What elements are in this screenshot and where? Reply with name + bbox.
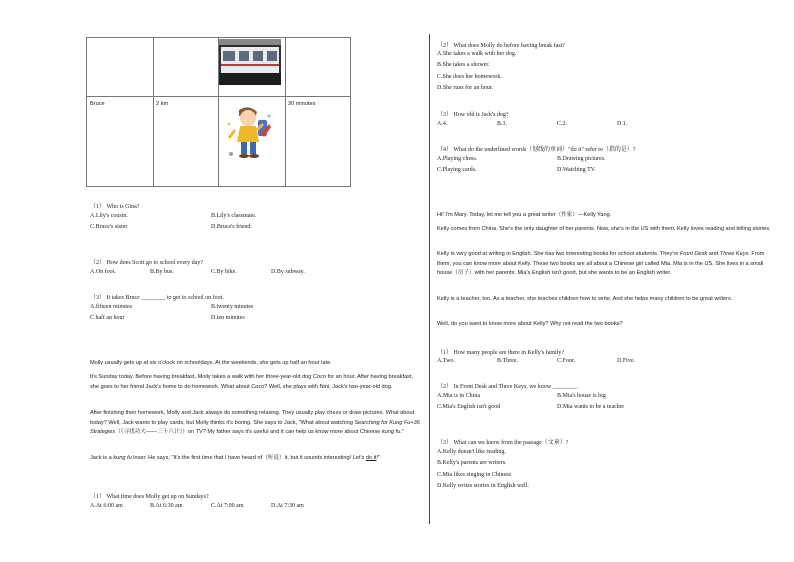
option-a: A.At 6:00 am bbox=[90, 503, 123, 509]
option-a: A.fifteen minutes bbox=[90, 304, 132, 310]
passage-text: !" bbox=[376, 455, 381, 461]
boy-illustration bbox=[221, 104, 277, 164]
option-a: A.Playing chess. bbox=[437, 156, 478, 162]
option-d: D.1. bbox=[617, 121, 628, 127]
column-divider bbox=[429, 34, 430, 524]
option-d: D.By subway. bbox=[271, 269, 305, 275]
option-d: D.She runs for an hour. bbox=[437, 85, 493, 91]
passage-text: ." bbox=[400, 429, 404, 435]
question-stem: （1） Who is Gina? bbox=[90, 204, 140, 210]
subway-train-image bbox=[219, 39, 281, 85]
passage-paragraph: Hi! I'm Mary. Today, let me tell you a great writer（作家）—Kelly Yang. bbox=[437, 212, 612, 218]
option-d: D.Mia wants to be a teacher bbox=[557, 404, 625, 410]
table-cell-time: 30 minutes bbox=[288, 101, 316, 107]
passage-text: Kelly is very good at writing in English. She has two interesting books for school students. They're bbox=[437, 251, 680, 257]
table-cell-name: Bruce bbox=[90, 101, 105, 107]
question-stem: （3） What can we know from the passage（文章）? bbox=[437, 440, 569, 446]
option-d: D.ten minutes bbox=[211, 315, 245, 321]
passage-paragraph bbox=[90, 409, 420, 438]
option-b: B.twenty minutes bbox=[211, 304, 254, 310]
option-b: B.By bus. bbox=[150, 269, 174, 275]
option-c: C.She does her homework. bbox=[437, 74, 502, 80]
tv-show-title: Searching for Kung Fu+36 Strategies bbox=[90, 419, 420, 435]
option-a: A.4. bbox=[437, 121, 448, 127]
option-a: A.Lily's cousin. bbox=[90, 213, 128, 219]
passage-paragraph: Kelly is a teacher, too. As a teacher, she teaches children how to write. And she helps many children to be great writers. bbox=[437, 296, 733, 302]
table-cell-distance: 2 km bbox=[156, 101, 169, 107]
option-c: C.2. bbox=[557, 121, 568, 127]
table-divider bbox=[153, 38, 154, 186]
question-stem: （2） What does Molly do before having break fast? bbox=[437, 43, 565, 49]
option-b: B.She takes a shower. bbox=[437, 62, 490, 68]
book-title: Front Desk bbox=[679, 251, 708, 257]
option-a: A.Kelly doesn't like reading. bbox=[437, 449, 506, 455]
underlined-do-it: do it bbox=[365, 455, 377, 461]
option-a: A.Mia is in China bbox=[437, 393, 480, 399]
question-stem: （4） What do the underlined words（划线的单词）"do it" refer to（指的是）? bbox=[437, 147, 636, 153]
option-d: D.Watching TV. bbox=[557, 167, 596, 173]
question-stem: （3） How old is Jack's dog? bbox=[437, 112, 509, 118]
passage-text: （《寻找功夫——三十六计》）on TV? My father says it's useful and it can help us know more about Chinese bbox=[115, 429, 382, 435]
option-b: B.3. bbox=[497, 121, 508, 127]
option-c: C.Mia's English isn't good bbox=[437, 404, 501, 410]
passage-text: Jack is a bbox=[90, 455, 114, 461]
option-b: B.Mia's house is big bbox=[557, 393, 606, 399]
question-stem: （1） What time does Molly get up on Sundays? bbox=[90, 494, 209, 500]
option-c: C.Bruce's sister. bbox=[90, 224, 129, 230]
book-title: Three Keys bbox=[719, 251, 749, 257]
info-table bbox=[86, 37, 351, 187]
option-c: C.half an hour bbox=[90, 315, 125, 321]
kung-fu-term: kung fu bbox=[113, 455, 132, 461]
option-c: C.Playing cards. bbox=[437, 167, 477, 173]
option-a: A.Two. bbox=[437, 358, 455, 364]
option-d: D.Bruce's friend. bbox=[211, 224, 252, 230]
option-b: B.Drawing pictures. bbox=[557, 156, 606, 162]
option-a: A.On foot. bbox=[90, 269, 116, 275]
option-c: C.Mia likes singing in Chinese. bbox=[437, 472, 513, 478]
table-divider bbox=[285, 38, 286, 186]
option-b: B.At 6:30 am bbox=[150, 503, 183, 509]
option-d: D.Kelly writes stories in English well. bbox=[437, 483, 529, 489]
passage-text: After finishing their homework, Molly and Jack always do something relaxing. They usually play chess or draw pictures. What about today? Well, Jack wants to play cards, but Molly thinks it's boring. She says to Jack, "What about watching bbox=[90, 410, 415, 426]
passage-paragraph: It's Sunday today. Before having breakfast, Molly takes a walk with her three-year-old dog Coco for an hour. After having breakfast, she goes to her friend Jack's home to do homework. What about Coco? Well, she plays with Nini, Jack's two-year-old dog. bbox=[90, 374, 414, 390]
question-stem: （2） In Front Desk and Three Keys, we know ________. bbox=[437, 384, 579, 390]
passage-paragraph: Kelly comes from China. She's the only daughter of her parents. Now, she's in the US with them. Kelly loves reading and telling stories. bbox=[437, 226, 771, 232]
question-stem: （2） How does Scott go to school every day? bbox=[90, 260, 203, 266]
option-b: B.Three. bbox=[497, 358, 518, 364]
option-b: B.Kelly's parents are writers. bbox=[437, 460, 507, 466]
passage-text: lover. He says, "It's the first time that I have heard of（听说）it, but it sounds interesting! Let's bbox=[131, 455, 366, 461]
question-stem: （1） How many people are there in Kelly's family? bbox=[437, 350, 565, 356]
option-d: D.Five. bbox=[617, 358, 635, 364]
passage-paragraph bbox=[437, 250, 772, 279]
option-c: C.By bike. bbox=[211, 269, 237, 275]
passage-paragraph: Well, do you want to know more about Kelly? Why not read the two books? bbox=[437, 321, 623, 327]
option-b: B.Lily's classmate. bbox=[211, 213, 257, 219]
option-a: A.She takes a walk with her dog. bbox=[437, 51, 517, 57]
passage-text: and bbox=[707, 251, 720, 257]
passage-paragraph bbox=[90, 454, 420, 464]
question-stem: （3） It takes Bruce ________ to get to school on foot. bbox=[90, 295, 224, 301]
option-d: D.At 7:30 am bbox=[271, 503, 304, 509]
passage-text: . From them, you can know more about Kelly. These two books are all about a Chinese girl called Mia. Mia is in the US. She lives in a small house（房子）with her parents. Mia's English isn't good, but she wants to be an English writer. bbox=[437, 251, 765, 276]
kung-fu-term: kung fu bbox=[381, 429, 401, 435]
option-c: C.At 7:00 am bbox=[211, 503, 244, 509]
option-c: C.Four. bbox=[557, 358, 576, 364]
passage-paragraph: Molly usually gets up at six o'clock on schooldays. At the weekends, she gets up half an hour late. bbox=[90, 360, 332, 366]
